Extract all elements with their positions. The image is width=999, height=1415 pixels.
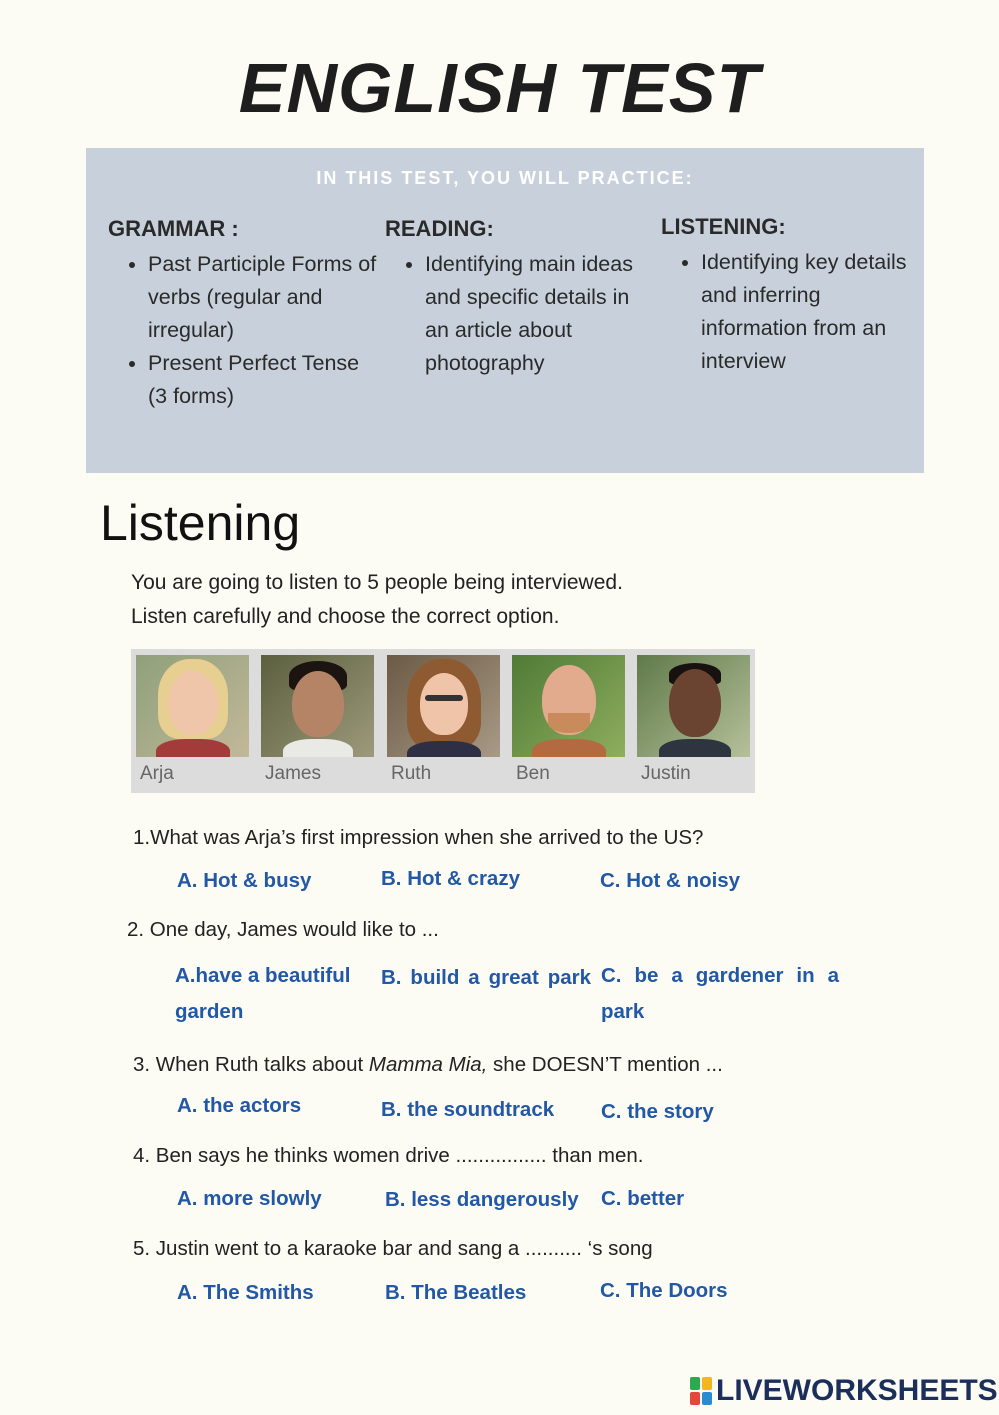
q3-option-a[interactable]: A. the actors <box>177 1094 302 1117</box>
q2-option-a[interactable]: A.have a beautiful garden <box>175 964 351 1023</box>
listening-list <box>661 246 931 378</box>
ruth-photo <box>387 655 500 757</box>
listening-item: • Identifying key details and inferring information from an interview <box>701 246 931 378</box>
arja-photo <box>136 655 249 757</box>
person-ben <box>512 655 625 784</box>
question-3 <box>133 1053 723 1077</box>
question-3-text: 3. When Ruth talks about <box>133 1053 369 1076</box>
person-name: Justin <box>641 763 691 784</box>
question-3-text-end: she DOESN’T mention ... <box>487 1053 723 1076</box>
q5-option-c[interactable]: C. The Doors <box>600 1279 728 1302</box>
instruction-line: Listen carefully and choose the correct option. <box>131 605 560 628</box>
liveworksheets-logo-icon <box>690 1377 712 1405</box>
q1-option-a[interactable]: A. Hot & busy <box>177 869 312 892</box>
q5-option-a[interactable]: A. The Smiths <box>177 1281 314 1304</box>
question-4: 4. Ben says he thinks women drive ................ than men. <box>133 1144 644 1167</box>
q2-option-c[interactable]: C. be a gardener in a park <box>601 964 839 1023</box>
listening-title: LISTENING: <box>661 214 786 239</box>
reading-list <box>385 248 655 380</box>
person-arja <box>136 655 249 784</box>
reading-item: • Identifying main ideas and specific details in an article about photography <box>425 248 655 380</box>
liveworksheets-logo[interactable] <box>690 1373 998 1409</box>
person-justin <box>637 655 750 784</box>
james-photo <box>261 655 374 757</box>
instructions <box>131 566 623 634</box>
q1-option-c[interactable]: C. Hot & noisy <box>600 869 741 892</box>
question-5: 5. Justin went to a karaoke bar and sang a .......... ‘s song <box>133 1237 653 1260</box>
person-name: Arja <box>140 763 174 784</box>
person-name: Ben <box>516 763 550 784</box>
question-3-title: Mamma Mia, <box>368 1053 488 1076</box>
justin-photo <box>637 655 750 757</box>
grammar-column <box>108 216 378 413</box>
person-james <box>261 655 374 784</box>
q2-option-b[interactable]: B. build a great park <box>381 966 591 989</box>
practice-heading: IN THIS TEST, YOU WILL PRACTICE: <box>316 168 694 188</box>
q4-option-c[interactable]: C. better <box>601 1187 685 1210</box>
q4-option-a[interactable]: A. more slowly <box>177 1187 322 1210</box>
person-ruth <box>387 655 500 784</box>
q1-option-b[interactable]: B. Hot & crazy <box>381 867 520 890</box>
q4-option-b[interactable]: B. less dangerously <box>385 1188 579 1211</box>
grammar-list <box>108 248 378 413</box>
grammar-item: • Past Participle Forms of verbs (regular and irregular) <box>148 248 378 347</box>
q3-option-b[interactable]: B. the soundtrack <box>381 1098 555 1121</box>
instruction-line: You are going to listen to 5 people being interviewed. <box>131 571 623 594</box>
person-name: James <box>265 763 321 784</box>
person-name: Ruth <box>391 763 432 784</box>
test-title: ENGLISH TEST <box>238 49 761 127</box>
question-1: 1.What was Arja’s first impression when she arrived to the US? <box>133 826 704 849</box>
q5-option-b[interactable]: B. The Beatles <box>385 1281 527 1304</box>
reading-column <box>385 216 655 380</box>
question-2: 2. One day, James would like to ... <box>127 918 439 941</box>
people-photo-strip <box>131 649 755 793</box>
practice-box <box>86 148 924 473</box>
section-title: Listening <box>100 495 301 551</box>
grammar-title: GRAMMAR : <box>108 216 239 241</box>
ben-photo <box>512 655 625 757</box>
q3-option-c[interactable]: C. the story <box>601 1100 714 1123</box>
grammar-item: • Present Perfect Tense (3 forms) <box>148 347 378 413</box>
listening-column <box>661 214 931 378</box>
logo-text: LIVEWORKSHEETS <box>716 1374 998 1407</box>
reading-title: READING: <box>385 216 494 241</box>
